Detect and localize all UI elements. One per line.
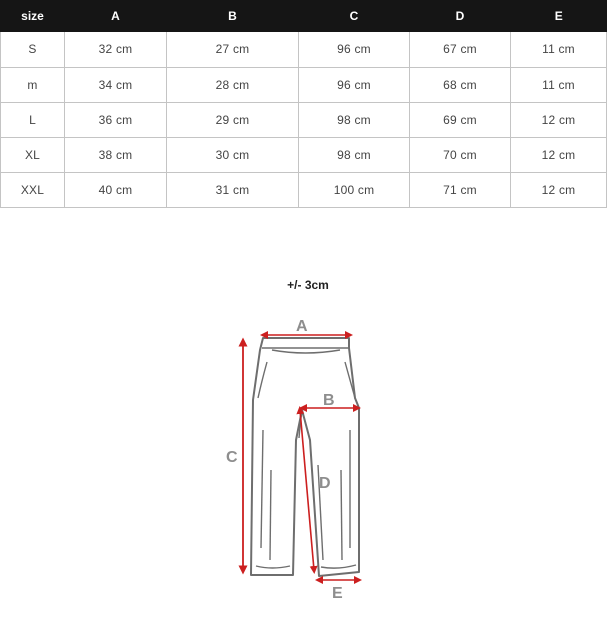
- cell-e: 11 cm: [511, 32, 607, 67]
- pants-outline: [251, 338, 359, 576]
- cell-size: m: [1, 67, 65, 102]
- header-b: B: [167, 0, 299, 32]
- cell-d: 69 cm: [410, 102, 511, 137]
- label-e: E: [332, 585, 343, 602]
- cell-size: XL: [1, 137, 65, 172]
- cell-a: 38 cm: [65, 137, 167, 172]
- label-a: A: [296, 318, 308, 335]
- header-a: A: [65, 0, 167, 32]
- table-row: [1, 32, 607, 67]
- cell-c: 98 cm: [299, 137, 410, 172]
- cell-size: L: [1, 102, 65, 137]
- header-d: D: [410, 0, 511, 32]
- cell-size: XXL: [1, 172, 65, 207]
- cell-e: 12 cm: [511, 172, 607, 207]
- cell-b: 28 cm: [167, 67, 299, 102]
- label-d: D: [319, 475, 331, 492]
- cell-e: 12 cm: [511, 137, 607, 172]
- tolerance-note: +/- 3cm: [287, 278, 329, 292]
- table-header-row: [1, 0, 607, 32]
- cell-d: 68 cm: [410, 67, 511, 102]
- table-row: [1, 137, 607, 172]
- cell-c: 100 cm: [299, 172, 410, 207]
- cell-c: 96 cm: [299, 67, 410, 102]
- cell-a: 36 cm: [65, 102, 167, 137]
- header-size: size: [1, 0, 65, 32]
- cell-a: 40 cm: [65, 172, 167, 207]
- cell-d: 70 cm: [410, 137, 511, 172]
- header-e: E: [511, 0, 607, 32]
- cell-a: 34 cm: [65, 67, 167, 102]
- cell-c: 98 cm: [299, 102, 410, 137]
- cell-d: 71 cm: [410, 172, 511, 207]
- cell-b: 30 cm: [167, 137, 299, 172]
- cell-b: 27 cm: [167, 32, 299, 67]
- header-c: C: [299, 0, 410, 32]
- label-b: B: [323, 392, 335, 409]
- table-row: [1, 172, 607, 207]
- table-row: [1, 67, 607, 102]
- size-chart-table: [0, 0, 607, 208]
- cell-d: 67 cm: [410, 32, 511, 67]
- cell-b: 29 cm: [167, 102, 299, 137]
- pants-measurement-diagram: [210, 300, 380, 610]
- label-c: C: [226, 449, 238, 466]
- cell-e: 11 cm: [511, 67, 607, 102]
- cell-a: 32 cm: [65, 32, 167, 67]
- cell-c: 96 cm: [299, 32, 410, 67]
- table-row: [1, 102, 607, 137]
- cell-b: 31 cm: [167, 172, 299, 207]
- cell-size: S: [1, 32, 65, 67]
- cell-e: 12 cm: [511, 102, 607, 137]
